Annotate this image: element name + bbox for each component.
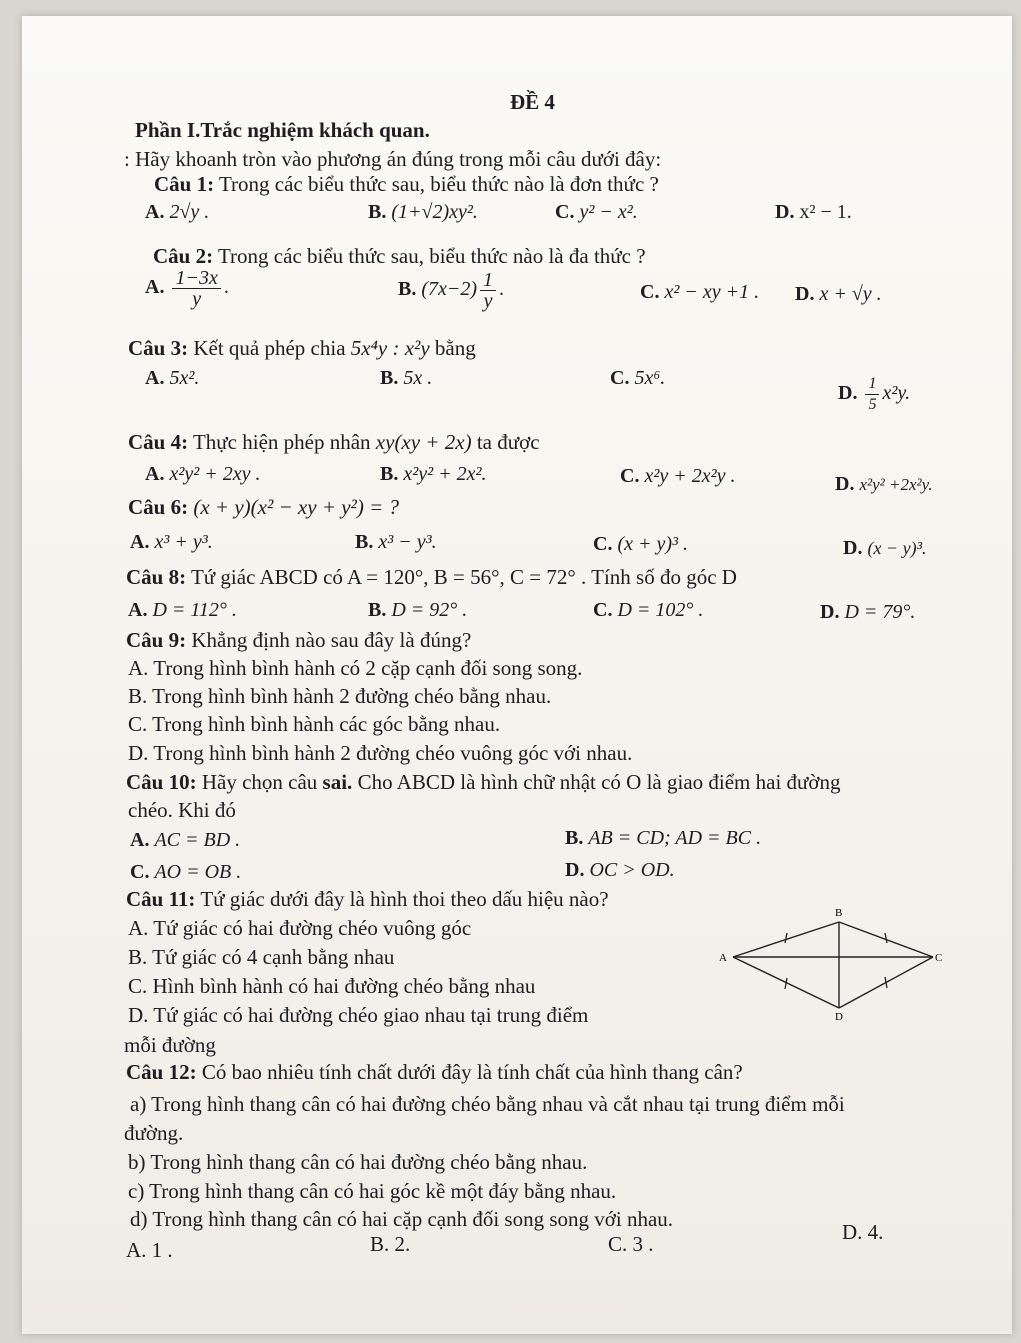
q2-option-b: B. (7x−2) $\frac{1}{y}$ . — [398, 269, 505, 312]
question-label: Câu 3: — [128, 336, 189, 360]
question-text: Tứ giác ABCD có A = 120°, B = 56°, C = 72° . Tính số đo góc D — [190, 565, 737, 589]
q10-option-d: D. OC > OD. — [565, 859, 675, 881]
instruction: : Hãy khoanh tròn vào phương án đúng trong mỗi câu dưới đây: — [124, 147, 662, 171]
question-text: Tứ giác dưới đây là hình thoi theo dấu hiệu nào? — [200, 887, 609, 911]
q8-option-d: D. D = 79°. — [820, 601, 916, 623]
q6-option-d: D. (x − y)³. — [843, 537, 927, 559]
question-expr: (x + y)(x² − xy + y²) = ? — [193, 495, 400, 519]
question-4: Câu 4: Thực hiện phép nhân xy(xy + 2x) ta được — [128, 430, 540, 454]
q12-statement-a-line2: đường. — [124, 1121, 184, 1145]
q3-option-b: B. 5x . — [380, 367, 433, 389]
q9-option-b: B. Trong hình bình hành 2 đường chéo bằng nhau. — [128, 684, 552, 708]
question-label: Câu 6: — [128, 495, 189, 519]
question-text: Thực hiện phép nhân — [192, 430, 371, 454]
q9-option-a: A. Trong hình bình hành có 2 cặp cạnh đối song song. — [128, 656, 583, 680]
q12-option-c: C. 3 . — [608, 1232, 654, 1256]
q6-option-a: A. x³ + y³. — [130, 531, 213, 553]
q10-option-b: B. AB = CD; AD = BC . — [565, 827, 762, 849]
q3-option-d: D. $\frac{1}{5}$ x²y. — [838, 375, 911, 413]
q9-option-c: C. Trong hình bình hành các góc bằng nhau. — [128, 712, 501, 736]
question-text: Kết quả phép chia — [193, 336, 346, 360]
question-label: Câu 2: — [153, 244, 214, 268]
q3-option-a: A. 5x². — [145, 367, 200, 389]
question-text: Khẳng định nào sau đây là đúng? — [191, 628, 472, 652]
q2-option-d: D. x + √y . — [795, 283, 882, 305]
q12-statement-c: c) Trong hình thang cân có hai góc kề một đáy bằng nhau. — [128, 1179, 617, 1203]
vertex-b: B — [835, 907, 843, 919]
vertex-c: C — [935, 952, 943, 964]
question-text: Trong các biểu thức sau, biểu thức nào là đa thức ? — [217, 244, 646, 268]
question-2 — [153, 244, 646, 268]
question-label: Câu 9: — [126, 628, 187, 652]
q4-option-b: B. x²y² + 2x². — [380, 463, 487, 485]
question-9 — [126, 628, 471, 652]
q11-option-b: B. Tứ giác có 4 cạnh bằng nhau — [128, 945, 395, 969]
question-11 — [126, 887, 609, 911]
vertex-d: D — [835, 1011, 843, 1023]
question-10: Câu 10: Hãy chọn câu sai. Cho ABCD là hình chữ nhật có O là giao điểm hai đường — [126, 770, 841, 794]
q11-option-a: A. Tứ giác có hai đường chéo vuông góc — [128, 916, 472, 940]
q1-option-c: C. y² − x². — [555, 201, 638, 223]
question-6 — [128, 495, 399, 519]
question-label: Câu 1: — [154, 172, 215, 196]
q4-option-c: C. x²y + 2x²y . — [620, 465, 736, 487]
question-text: Có bao nhiêu tính chất dưới đây là tính chất của hình thang cân? — [201, 1060, 743, 1084]
q12-statement-b: b) Trong hình thang cân có hai đường chéo bằng nhau. — [128, 1150, 588, 1174]
q12-statement-a: a) Trong hình thang cân có hai đường chéo bằng nhau và cắt nhau tại trung điểm mỗi — [130, 1092, 845, 1116]
question-label: Câu 4: — [128, 430, 189, 454]
q9-option-d: D. Trong hình bình hành 2 đường chéo vuông góc với nhau. — [128, 741, 633, 765]
q6-option-c: C. (x + y)³ . — [593, 533, 689, 555]
tick-bc — [885, 933, 887, 943]
question-text: Trong các biểu thức sau, biểu thức nào là đơn thức ? — [218, 172, 659, 196]
q8-option-b: B. D = 92° . — [368, 599, 468, 621]
question-8 — [126, 565, 737, 589]
tick-ab — [785, 933, 787, 943]
question-expr: xy(xy + 2x) — [375, 430, 472, 454]
q8-option-c: C. D = 102° . — [593, 599, 704, 621]
q11-option-c: C. Hình bình hành có hai đường chéo bằng nhau — [128, 974, 536, 998]
q11-option-d: D. Tứ giác có hai đường chéo giao nhau tại trung điểm — [128, 1003, 589, 1027]
q6-option-b: B. x³ − y³. — [355, 531, 437, 553]
vertex-a: A — [719, 952, 727, 964]
question-10-line2: chéo. Khi đó — [128, 798, 236, 822]
question-1 — [154, 172, 659, 196]
question-label: Câu 8: — [126, 565, 187, 589]
q2-option-c: C. x² − xy +1 . — [640, 281, 760, 303]
question-label: Câu 12: — [126, 1060, 197, 1084]
q2-option-a: A. $\frac{1-3x}{y}$ . — [145, 267, 229, 310]
exam-title: ĐỀ 4 — [510, 90, 555, 114]
q4-option-d: D. x²y² +2x²y. — [835, 473, 933, 495]
rhombus-figure — [715, 900, 945, 1025]
q12-statement-d: d) Trong hình thang cân có hai cặp cạnh đối song song với nhau. — [130, 1207, 674, 1231]
q8-option-a: A. D = 112° . — [128, 599, 237, 621]
q10-option-c: C. AO = OB . — [130, 861, 242, 883]
q1-option-b: B. (1+√2)xy². — [368, 201, 478, 223]
part-heading: Phần I.Trắc nghiệm khách quan. — [135, 118, 430, 142]
q4-option-a: A. x²y² + 2xy . — [145, 463, 261, 485]
q3-option-c: C. 5x⁶. — [610, 367, 666, 389]
q1-option-d: D. x² − 1. — [775, 201, 852, 223]
q12-option-b: B. 2. — [370, 1232, 411, 1256]
q10-option-a: A. AC = BD . — [130, 829, 241, 851]
question-label: Câu 11: — [126, 887, 196, 911]
q11-option-d-line2: mỗi đường — [124, 1033, 216, 1057]
question-label: Câu 10: — [126, 770, 197, 794]
q1-option-a: A. 2√y . — [145, 201, 210, 223]
question-3: Câu 3: Kết quả phép chia 5x⁴y : x²y bằng — [128, 336, 476, 360]
question-12 — [126, 1060, 743, 1084]
question-expr: 5x⁴y : x²y — [350, 336, 430, 360]
q12-option-d: D. 4. — [842, 1220, 884, 1244]
q12-option-a: A. 1 . — [126, 1238, 173, 1262]
